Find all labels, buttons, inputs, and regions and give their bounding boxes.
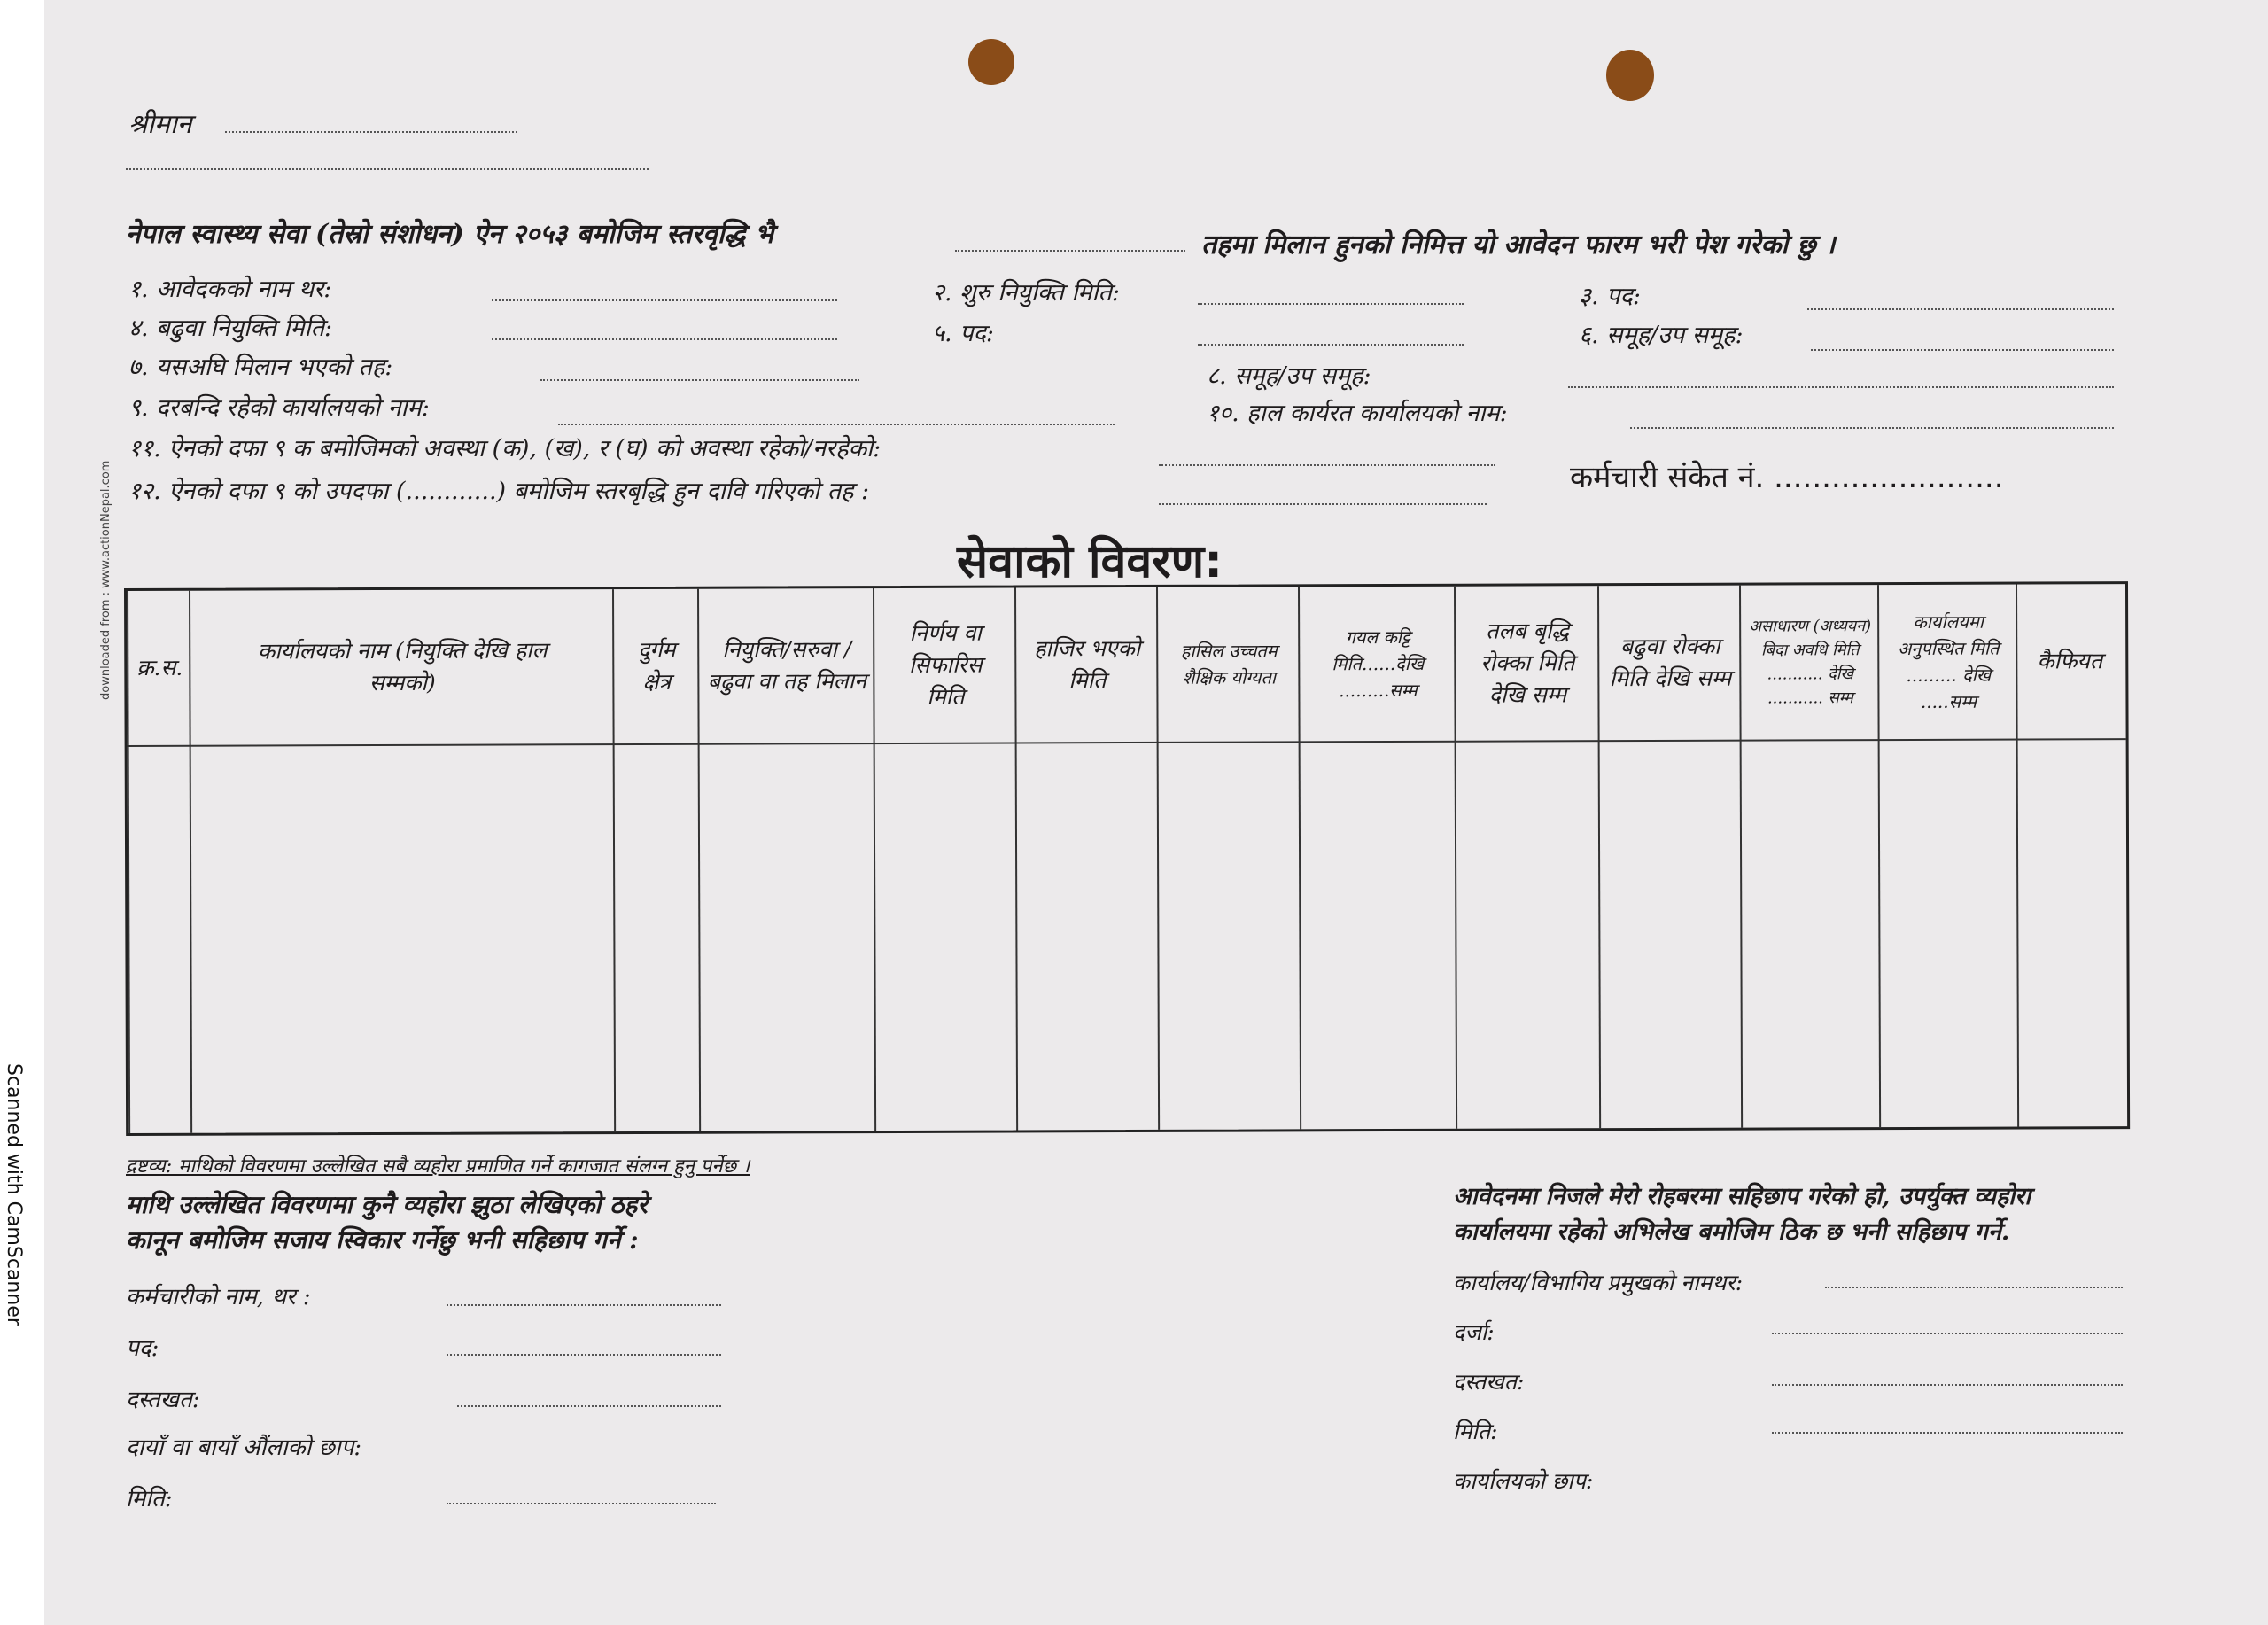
sign-office-stamp: कार्यालयको छाप:: [1453, 1468, 1594, 1494]
sign-head-signature: दस्तखत:: [1453, 1369, 1525, 1395]
intro-text-1: नेपाल स्वास्थ्य सेवा (तेस्रो संशोधन) ऐन २०५३ बमोजिम स्तरवृद्धि भै: [126, 219, 774, 250]
employee-code: कर्मचारी संकेत नं. ........................: [1570, 460, 2004, 495]
field-promotion-date: ४. बढुवा नियुक्ति मिति:: [128, 315, 333, 342]
field-promotion-date-blank[interactable]: [492, 338, 837, 340]
field-previous-level-blank[interactable]: [540, 379, 859, 381]
sign-signature: दस्तखत:: [126, 1387, 200, 1413]
header-remote-area: दुर्गम क्षेत्र: [638, 636, 676, 695]
sign-head-date: मिति:: [1453, 1419, 1498, 1444]
section-title: सेवाको विवरण:: [957, 535, 1223, 588]
header-salary-hold: तलब बृद्धि रोक्का मिति देखि सम्म: [1480, 617, 1575, 708]
footnote: द्रष्टव्य: माथिको विवरणमा उल्लेखित सबै व्यहोरा प्रमाणित गर्ने कागजात संलग्न हुनु पर्नेछ ।: [126, 1155, 750, 1178]
sign-rank: दर्जा:: [1453, 1319, 1495, 1345]
sign-signature-blank[interactable]: [457, 1405, 721, 1407]
col-attendance-date: [1014, 587, 1160, 1131]
field-first-appointment: २. शुरु नियुक्ति मिति:: [932, 279, 1120, 307]
declaration-line-2: कानून बमोजिम सजाय स्विकार गर्नेछु भनी सहिछाप गर्ने :: [126, 1225, 639, 1255]
header-serial: क्र.स.: [136, 654, 183, 680]
sign-head-date-blank[interactable]: [1772, 1432, 2123, 1434]
field-group-1-blank[interactable]: [1811, 349, 2114, 351]
field-applicant-name: १. आवेदकको नाम थर:: [128, 276, 332, 303]
header-attendance-date: हाजिर भएको मिति: [1034, 634, 1141, 694]
col-appointment: [697, 588, 876, 1131]
salutation-blank[interactable]: [225, 131, 517, 133]
intro-text-2: तहमा मिलान हुनको निमित्त यो आवेदन फारम भरी पेश गरेको छु ।: [1201, 229, 1836, 260]
header-decision-date: निर्णय वा सिफारिस मिति: [908, 619, 983, 710]
field-first-appointment-blank[interactable]: [1198, 303, 1464, 305]
scanner-watermark: Scanned with CamScanner: [3, 1063, 25, 1326]
sign-head-name: कार्यालय/विभागिय प्रमुखको नामथर:: [1453, 1270, 1744, 1295]
col-remarks: [2016, 584, 2124, 1126]
header-office-absent: कार्यालयमा अनुपस्थित मिति ......... देखि .....सम्म: [1897, 610, 2000, 712]
header-special-leave: असाधारण (अध्ययन) बिदा अवधि मिति ........... देखि ........... सम्म: [1749, 617, 1872, 708]
col-remote-area: [612, 589, 701, 1131]
header-qualification: हासिल उच्चतम शैक्षिक योग्यता: [1180, 640, 1278, 688]
field-current-office: १०. हाल कार्यरत कार्यालयको नाम:: [1207, 400, 1508, 427]
field-post-1: ३. पद:: [1579, 283, 1641, 310]
address-blank[interactable]: [126, 168, 649, 170]
col-special-leave: [1739, 585, 1881, 1128]
field-section-status: ११. ऐनको दफा ९ क बमोजिमको अवस्था (क), (ख), र (घ) को अवस्था रहेको/नरहेको:: [128, 435, 882, 463]
punch-hole-right: [1606, 50, 1654, 101]
header-absence: गयल कट्टि मिति......देखि .........सम्म: [1332, 626, 1425, 702]
field-group-2-blank[interactable]: [1568, 386, 2114, 388]
field-current-office-blank[interactable]: [1630, 427, 2114, 429]
field-position-office: ९. दरबन्दि रहेको कार्यालयको नाम:: [128, 394, 430, 422]
sign-date-blank[interactable]: [447, 1503, 716, 1504]
certify-line-2: कार्यालयमा रहेको अभिलेख बमोजिम ठिक छ भनी सहिछाप गर्ने.: [1453, 1218, 2010, 1246]
sign-post: पद:: [126, 1335, 159, 1362]
header-promotion-hold: बढुवा रोक्का मिति देखि सम्म: [1609, 633, 1732, 692]
field-claimed-level: १२. ऐनको दफा ९ को उपदफा (............) बमोजिम स्तरबृद्धि हुन दावि गरिएको तह :: [128, 478, 870, 505]
sign-head-signature-blank[interactable]: [1772, 1384, 2123, 1386]
certify-line-1: आवेदनमा निजले मेरो रोहबरमा सहिछाप गरेको हो, उपर्युक्त व्यहोरा: [1453, 1183, 2031, 1210]
field-group-1: ६. समूह/उप समूह:: [1579, 322, 1744, 349]
col-absence: [1298, 587, 1457, 1130]
field-section-status-blank[interactable]: [1159, 464, 1495, 466]
field-group-2: ८. समूह/उप समूह:: [1207, 362, 1371, 390]
punch-hole-left: [968, 39, 1014, 85]
field-position-office-blank[interactable]: [558, 424, 1115, 425]
header-remarks: कैफियत: [2037, 648, 2103, 674]
col-office-name: [189, 589, 616, 1133]
sign-employee-name: कर्मचारीको नाम, थर :: [126, 1284, 311, 1310]
col-salary-hold: [1454, 586, 1601, 1129]
sign-date: मिति:: [126, 1486, 173, 1512]
margin-note: downloaded from : www.actionNepal.com: [99, 460, 113, 700]
field-claimed-level-blank[interactable]: [1159, 503, 1487, 505]
col-decision-date: [873, 587, 1018, 1131]
col-office-absent: [1877, 585, 2019, 1128]
col-promotion-hold: [1597, 586, 1743, 1129]
field-post-2-blank[interactable]: [1198, 344, 1464, 346]
field-post-1-blank[interactable]: [1807, 308, 2114, 310]
sign-head-name-blank[interactable]: [1825, 1287, 2123, 1288]
sign-rank-blank[interactable]: [1772, 1333, 2123, 1334]
header-office-name: कार्यालयको नाम (नियुक्ति देखि हाल सम्मको): [257, 637, 548, 696]
header-appointment: नियुक्ति/सरुवा /बढुवा वा तह मिलान: [707, 635, 867, 695]
sign-thumbprint: दायाँ वा बायाँ औंलाको छाप:: [126, 1435, 362, 1461]
col-qualification: [1156, 587, 1301, 1130]
sign-employee-name-blank[interactable]: [447, 1304, 721, 1306]
service-details-table: [124, 581, 2130, 1136]
field-post-2: ५. पद:: [932, 320, 994, 347]
declaration-line-1: माथि उल्लेखित विवरणमा कुनै व्यहोरा झुठा लेखिएको ठहरे: [126, 1190, 648, 1219]
field-previous-level: ७. यसअघि मिलान भएको तह:: [128, 354, 393, 381]
field-applicant-name-blank[interactable]: [492, 299, 837, 301]
salutation: श्रीमान: [128, 109, 192, 140]
sign-post-blank[interactable]: [447, 1354, 721, 1356]
level-blank[interactable]: [955, 250, 1185, 252]
col-serial: [127, 591, 192, 1133]
